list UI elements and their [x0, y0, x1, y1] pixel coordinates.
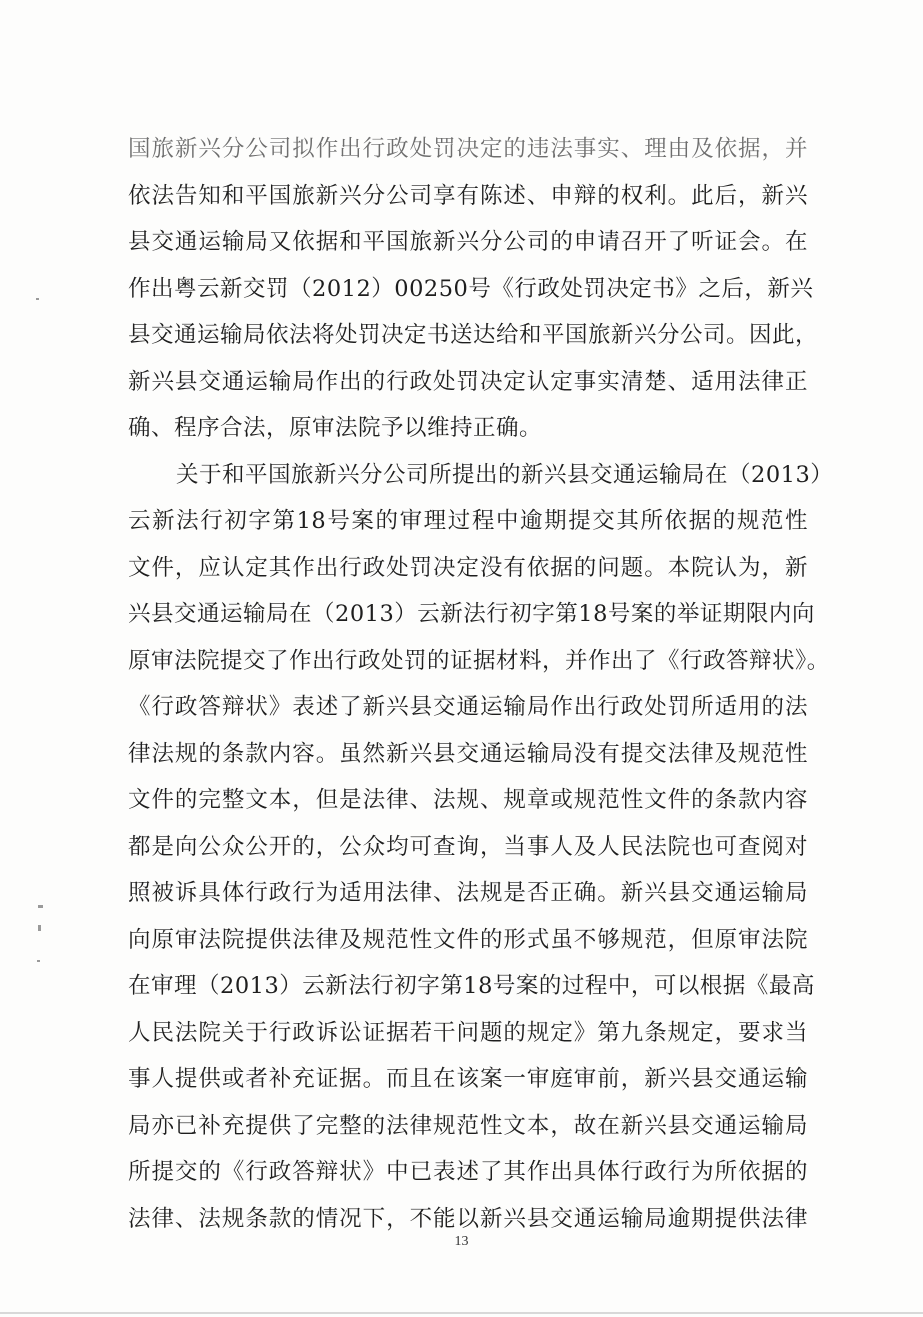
text-line: 关于和平国旅新兴分公司所提出的新兴县交通运输局在（2013）: [176, 461, 834, 488]
text-line: 原审法院提交了作出行政处罚的证据材料，并作出了《行政答辩状》。: [128, 647, 830, 674]
scan-edge-line: [0, 1312, 923, 1314]
text-line: 都是向公众公开的，公众均可查询，当事人及人民法院也可查阅对: [128, 833, 808, 860]
text-line: 文件，应认定其作出行政处罚决定没有依据的问题。本院认为，新: [128, 554, 808, 581]
text-line: 依法告知和平国旅新兴分公司享有陈述、申辩的权利。此后，新兴: [128, 182, 808, 209]
text-line: 法律、法规条款的情况下，不能以新兴县交通运输局逾期提供法律: [128, 1205, 808, 1232]
text-line: 向原审法院提供法律及规范性文件的形式虽不够规范，但原审法院: [128, 926, 808, 953]
text-line: 国旅新兴分公司拟作出行政处罚决定的违法事实、理由及依据，并: [128, 136, 808, 162]
text-line: 律法规的条款内容。虽然新兴县交通运输局没有提交法律及规范性: [128, 740, 808, 767]
text-line: 在审理（2013）云新法行初字第18号案的过程中，可以根据《最高: [128, 973, 815, 999]
scan-speck: [38, 925, 41, 931]
text-line: 作出粤云新交罚（2012）00250号《行政处罚决定书》之后，新兴: [128, 275, 814, 302]
text-line: 县交通运输局依法将处罚决定书送达给和平国旅新兴分公司。因此，: [128, 322, 819, 348]
text-line: 确、程序合法，原审法院予以维持正确。: [128, 415, 543, 441]
scan-speck: [38, 905, 43, 908]
text-line: 事人提供或者补充证据。而且在该案一审庭审前，新兴县交通运输: [128, 1066, 808, 1092]
paragraph-1: [128, 126, 819, 452]
paragraph-2: [128, 452, 834, 1243]
text-line: 文件的完整文本，但是法律、法规、规章或规范性文件的条款内容: [128, 787, 808, 813]
text-line: 《行政答辩状》表述了新兴县交通运输局作出行政处罚所适用的法: [128, 694, 808, 720]
text-line: 人民法院关于行政诉讼证据若干问题的规定》第九条规定，要求当: [128, 1019, 808, 1046]
text-line: 局亦已补充提供了完整的法律规范性文本，故在新兴县交通运输局: [128, 1112, 808, 1139]
scan-speck: [36, 298, 39, 300]
text-line: 新兴县交通运输局作出的行政处罚决定认定事实清楚、适用法律正: [128, 368, 808, 395]
text-line: 照被诉具体行政行为适用法律、法规是否正确。新兴县交通运输局: [128, 880, 808, 906]
text-line: 县交通运输局又依据和平国旅新兴分公司的申请召开了听证会。在: [128, 229, 808, 255]
text-line: 云新法行初字第18号案的审理过程中逾期提交其所依据的规范性: [128, 508, 808, 534]
document-body: [128, 126, 834, 1242]
text-line: 所提交的《行政答辩状》中已表述了其作出具体行政行为所依据的: [128, 1159, 808, 1185]
page-number: 13: [454, 1234, 469, 1249]
text-line: 兴县交通运输局在（2013）云新法行初字第18号案的举证期限内向: [128, 601, 815, 627]
scan-speck: [37, 960, 40, 962]
